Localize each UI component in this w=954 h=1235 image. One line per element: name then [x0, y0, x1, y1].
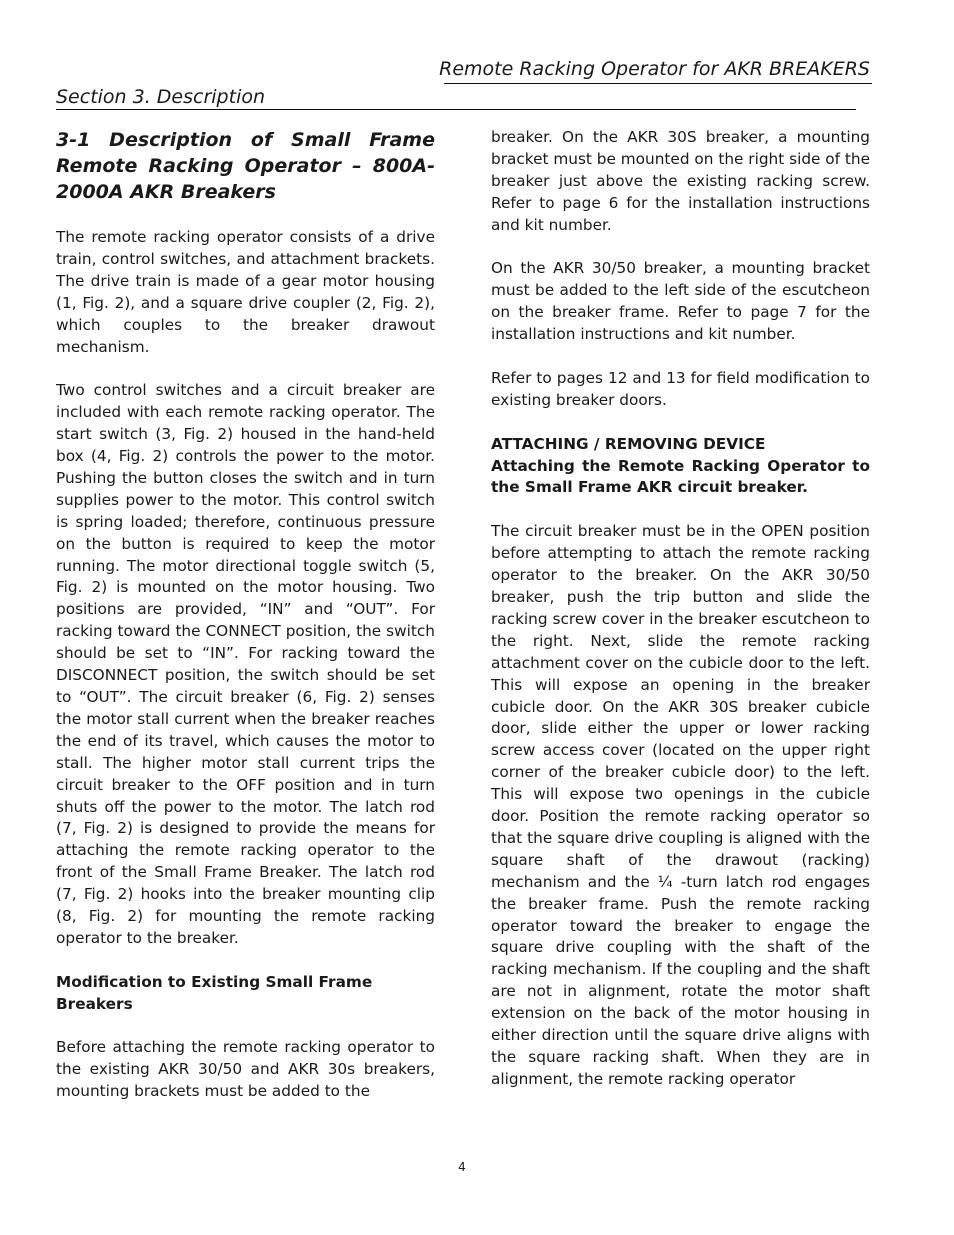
section-rule — [56, 109, 856, 110]
running-header-title: Remote Racking Operator for AKR BREAKERS — [439, 58, 870, 80]
paragraph-attaching-procedure: The circuit breaker must be in the OPEN position before attempting to attach the remote racking operator to the breaker. On the AKR 30/50 breaker, push the trip button and slide the racking screw cover in the breaker escutcheon to the right. Next, slide the remote racking attachment cover on the cubicle door to the left. This will expose an opening in the breaker cubicle door. On the AKR 30S breaker cubicle door, slide either the upper or lower racking screw access cover (located on the upper right corner of the breaker cubicle door) to the left. This will expose two openings in the cubicle door. Position the remote racking operator so that the square drive coupling is aligned with the square shaft of the drawout (racking) mechanism and the ¼ -turn latch rod engages the breaker frame. Push the remote racking operator toward the breaker to engage the square drive coupling with the shaft of the racking mechanism. If the coupling and the shaft are not in alignment, rotate the motor shaft extension on the back of the motor housing in either direction until the square drive aligns with the square racking shaft. When they are in alignment, the remote racking operator — [491, 522, 870, 1088]
paragraph-door-modification: Refer to pages 12 and 13 for field modification to existing breaker doors. — [491, 368, 870, 409]
modification-heading: Modification to Existing Small Frame Breakers — [56, 972, 373, 1013]
section-heading: Section 3. Description — [56, 86, 266, 108]
left-column — [56, 127, 435, 1103]
paragraph-drive-train: The remote racking operator consists of a drive train, control switches, and attachment brackets. The drive train is made of a gear motor housing (1, Fig. 2), and a square drive coupler (2, Fig. 2), which couples to the breaker drawout mechanism. — [56, 228, 435, 356]
paragraph-modification: Before attaching the remote racking operator to the existing AKR 30/50 and AKR 30s breakers, mounting brackets must be added to the — [56, 1038, 435, 1101]
right-column — [491, 127, 870, 1091]
paragraph-control-switches: Two control switches and a circuit breaker are included with each remote racking operator. The start switch (3, Fig. 2) housed in the hand-held box (4, Fig. 2) controls the power to the motor. Pushing the button closes the switch and in turn supplies power to the motor. This control switch is spring loaded; therefore, continuous pressure on the button is required to keep the motor running. The motor directional toggle switch (5, Fig. 2) is mounted on the motor housing. Two positions are provided, “IN” and “OUT”. For racking toward the CONNECT position, the switch should be set to “IN”. For racking toward the DISCONNECT position, the switch should be set to “OUT”. The circuit breaker (6, Fig. 2) senses the motor stall current when the breaker reaches the end of its travel, which causes the motor to stall. The higher motor stall current trips the circuit breaker to the OFF position and in turn shuts off the power to the motor. The latch rod (7, Fig. 2) is designed to provide the means for attaching the remote racking operator to the front of the Small Frame Breaker. The latch rod (7, Fig. 2) hooks into the breaker mounting clip (8, Fig. 2) for mounting the remote racking operator to the breaker. — [56, 381, 435, 947]
subsection-heading: 3-1 Description of Small Frame Remote Racking Operator – 800A-2000A AKR Breakers — [56, 129, 435, 203]
attaching-removing-label: ATTACHING / REMOVING DEVICE — [491, 434, 766, 453]
paragraph-akr3050-bracket: On the AKR 30/50 breaker, a mounting bracket must be added to the left side of the escutcheon on the breaker frame. Refer to page 7 for the installation instructions and kit number. — [491, 259, 870, 344]
page-number: 4 — [458, 1160, 466, 1174]
header-rule — [444, 83, 872, 84]
paragraph-akr30s-bracket: breaker. On the AKR 30S breaker, a mounting bracket must be mounted on the right side of the breaker just above the existing racking screw. Refer to page 6 for the installation instructions and kit number. — [491, 128, 871, 234]
attaching-subtitle: Attaching the Remote Racking Operator to the Small Frame AKR circuit breaker. — [491, 456, 870, 497]
